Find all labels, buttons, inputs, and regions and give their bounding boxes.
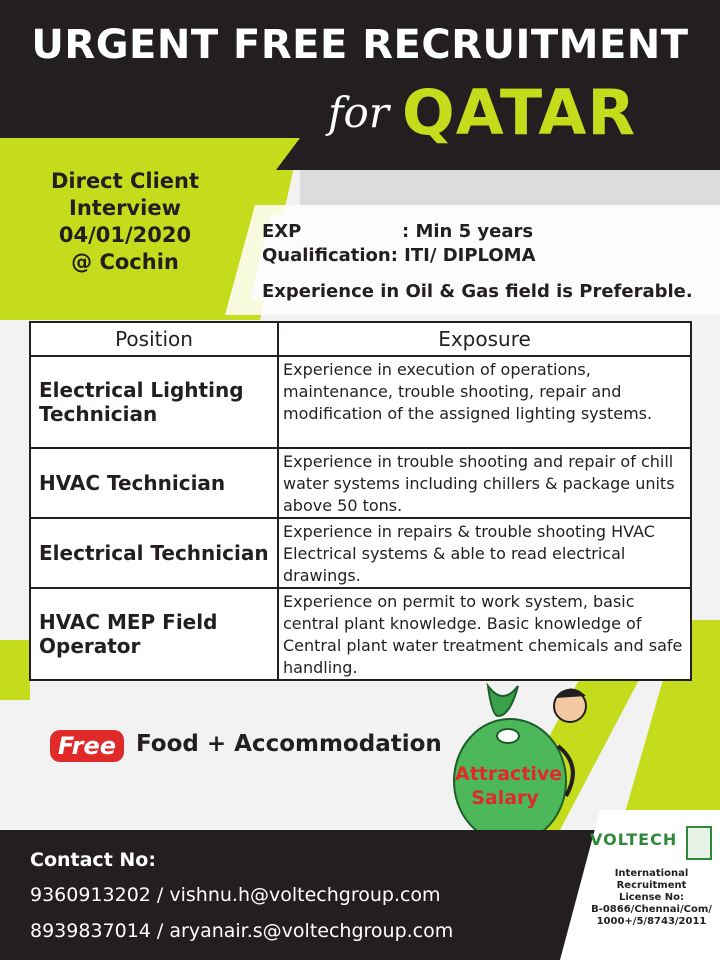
voltech-logo-text: VOLTECH [590, 830, 678, 849]
position-cell: Electrical Lighting Technician [30, 356, 278, 448]
voltech-logo [590, 826, 715, 860]
license-info [583, 868, 720, 928]
position-cell: HVAC Technician [30, 448, 278, 518]
license-line1: International Recruitment [614, 868, 689, 891]
interview-date: 04/01/2020 [58, 223, 192, 247]
salary-label [455, 762, 563, 810]
header-for-text: for [328, 88, 389, 137]
contact-line-1: 9360913202 / vishnu.h@voltechgroup.com [30, 884, 441, 906]
table-header-position: Position [30, 322, 278, 356]
table-row [30, 518, 691, 588]
exposure-cell: Experience on permit to work system, basic central plant knowledge. Basic knowledge of Central plant water treatment chemicals and safe handling. [278, 588, 691, 680]
interview-line1: Direct Client [50, 169, 200, 193]
benefits-text: Food + Accommodation [136, 731, 442, 757]
contact-line-2: 8939837014 / aryanair.s@voltechgroup.com [30, 920, 454, 942]
exposure-cell: Experience in trouble shooting and repair of chill water systems including chillers & package units above 50 tons. [278, 448, 691, 518]
contact-title: Contact No: [30, 849, 156, 871]
qualification-label: Qualification [262, 245, 391, 266]
table-header-exposure: Exposure [278, 322, 691, 356]
header-title: URGENT FREE RECRUITMENT [31, 22, 689, 68]
salary-line2: Salary [471, 787, 539, 809]
license-line4: 1000+/5/8743/2011 [596, 916, 707, 927]
exp-label: EXP [262, 221, 302, 242]
positions-table [29, 321, 692, 681]
table-row [30, 356, 691, 448]
voltech-logo-mark [686, 826, 712, 860]
header-country: QATAR [402, 76, 637, 149]
preference-text: Experience in Oil & Gas field is Preferable. [262, 281, 693, 302]
requirements-block [262, 220, 693, 304]
table-row [30, 588, 691, 680]
qualification-row [262, 244, 693, 268]
exposure-cell: Experience in repairs & trouble shooting HVAC Electrical systems & able to read electrical drawings. [278, 518, 691, 588]
table-row [30, 448, 691, 518]
license-line3: B-0866/Chennai/Com/ [591, 904, 712, 915]
license-line2: License No: [618, 892, 685, 903]
exp-row [262, 220, 693, 244]
salary-line1: Attractive [455, 763, 563, 785]
position-cell: HVAC MEP Field Operator [30, 588, 278, 680]
qualification-value: : ITI/ DIPLOMA [390, 245, 536, 266]
exp-value: : Min 5 years [402, 221, 534, 242]
interview-location: @ Cochin [71, 250, 179, 274]
table-header-row [30, 322, 691, 356]
interview-line2: Interview [69, 196, 181, 220]
free-badge: Free [50, 730, 124, 762]
position-cell: Electrical Technician [30, 518, 278, 588]
exposure-cell: Experience in execution of operations, maintenance, trouble shooting, repair and modification of the assigned lighting systems. [278, 356, 691, 448]
interview-info [20, 168, 230, 276]
